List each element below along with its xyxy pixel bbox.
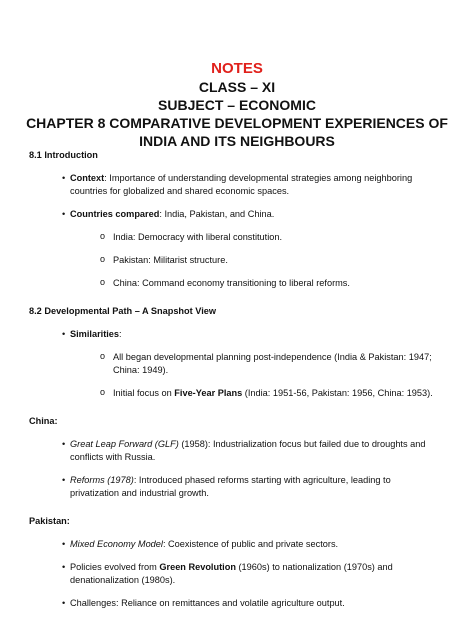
glf-text-line2: conflicts with Russia. xyxy=(70,452,156,462)
section-heading-china: China: xyxy=(29,416,58,426)
list-item-countries-compared xyxy=(29,208,444,221)
sub-bullet-icon: o xyxy=(100,387,106,397)
policies-pre: Policies evolved from xyxy=(70,562,160,572)
chapter-heading-line2: INDIA AND ITS NEIGHBOURS xyxy=(139,133,335,149)
subject-heading: SUBJECT – ECONOMIC xyxy=(158,97,316,113)
sub-bullet-icon: o xyxy=(100,351,106,361)
context-label: Context xyxy=(70,173,105,183)
bullet-icon: • xyxy=(62,439,66,449)
planning-text-line2: China: 1949). xyxy=(113,365,169,375)
planning-text-line1: All began developmental planning post-independence (India & Pakistan: 1947; xyxy=(113,352,432,362)
china-text: China: Command economy transitioning to liberal reforms. xyxy=(113,278,350,288)
sub-bullet-icon: o xyxy=(100,277,106,287)
bullet-icon: • xyxy=(62,539,66,549)
glf-label: Great Leap Forward (GLF) xyxy=(70,439,179,449)
similarities-colon: : xyxy=(119,329,122,339)
reforms-label: Reforms (1978) xyxy=(70,475,134,485)
countries-compared-label: Countries compared xyxy=(70,209,160,219)
context-text: : Importance of understanding developmental strategies among neighboring xyxy=(104,173,413,183)
bullet-icon: • xyxy=(62,173,66,183)
green-revolution-label: Green Revolution xyxy=(159,562,236,572)
list-item-china xyxy=(29,277,444,290)
document-body xyxy=(29,149,444,610)
section-heading-8-1: 8.1 Introduction xyxy=(29,150,98,160)
list-item-planning xyxy=(29,351,444,377)
reforms-text-line2: privatization and industrial growth. xyxy=(70,488,209,498)
sub-bullet-icon: o xyxy=(100,254,106,264)
mixed-economy-label: Mixed Economy Model xyxy=(70,539,163,549)
chapter-heading-line1: CHAPTER 8 COMPARATIVE DEVELOPMENT EXPERIENCES OF xyxy=(26,115,448,131)
document-header xyxy=(0,60,474,150)
list-item-pakistan xyxy=(29,254,444,267)
reforms-text: : Introduced phased reforms starting with agriculture, leading to xyxy=(133,475,391,485)
bullet-icon: • xyxy=(62,209,66,219)
list-item-challenges xyxy=(29,597,444,610)
sub-bullet-icon: o xyxy=(100,231,106,241)
class-heading: CLASS – XI xyxy=(198,79,276,95)
bullet-icon: • xyxy=(62,329,66,339)
notes-title: NOTES xyxy=(211,60,263,77)
mixed-economy-text: : Coexistence of public and private sectors. xyxy=(162,539,339,549)
policies-text-line2: denationalization (1980s). xyxy=(70,575,176,585)
list-item-five-year-plans xyxy=(29,387,444,400)
list-item-context xyxy=(29,172,444,198)
glf-text: (1958): Industrialization focus but failed due to droughts and xyxy=(178,439,426,449)
list-item-india xyxy=(29,231,444,244)
pakistan-text: Pakistan: Militarist structure. xyxy=(113,255,228,265)
list-item-reforms xyxy=(29,474,444,500)
section-heading-8-2: 8.2 Developmental Path – A Snapshot View xyxy=(29,306,217,316)
bullet-icon: • xyxy=(62,475,66,485)
five-year-post: (India: 1951-56, Pakistan: 1956, China: 1953). xyxy=(242,388,433,398)
bullet-icon: • xyxy=(62,598,66,608)
five-year-pre: Initial focus on xyxy=(113,388,175,398)
list-item-similarities xyxy=(29,328,444,341)
section-heading-pakistan: Pakistan: xyxy=(29,516,70,526)
list-item-great-leap-forward xyxy=(29,438,444,464)
countries-compared-text: : India, Pakistan, and China. xyxy=(159,209,275,219)
challenges-text: Challenges: Reliance on remittances and volatile agriculture output. xyxy=(70,598,345,608)
similarities-label: Similarities xyxy=(70,329,120,339)
bullet-icon: • xyxy=(62,562,66,572)
list-item-policies xyxy=(29,561,444,587)
policies-post: (1960s) to nationalization (1970s) and xyxy=(235,562,393,572)
list-item-mixed-economy xyxy=(29,538,444,551)
five-year-plans-label: Five-Year Plans xyxy=(174,388,243,398)
context-text-line2: countries for globalized and shared economic spaces. xyxy=(70,186,290,196)
india-text: India: Democracy with liberal constitution. xyxy=(113,232,283,242)
